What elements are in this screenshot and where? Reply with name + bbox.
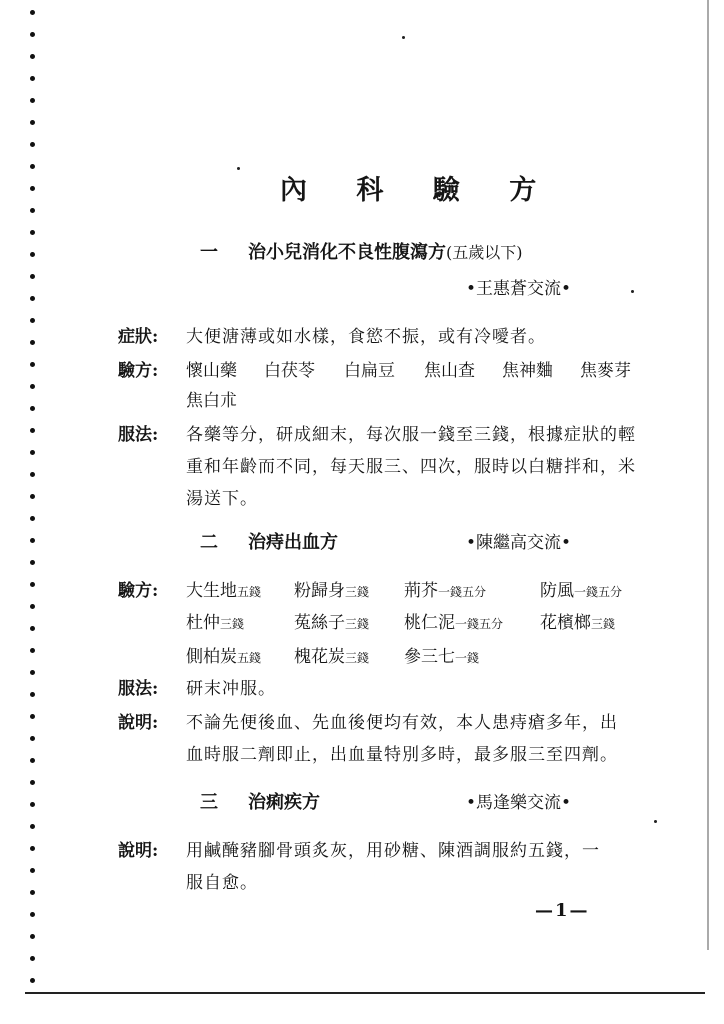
binding-dot	[30, 494, 35, 499]
binding-dot	[30, 956, 35, 961]
binding-dot	[30, 802, 35, 807]
explain-line: 血時服二劑即止，出血量特別多時，最多服三至四劑。	[186, 745, 618, 765]
herb-item: 參三七一錢	[404, 647, 480, 667]
binding-dot	[30, 692, 35, 697]
binding-dot	[30, 76, 35, 81]
binding-dot	[30, 472, 35, 477]
binding-dot	[30, 934, 35, 939]
binding-dot	[30, 296, 35, 301]
usage-line: 重和年齡而不同，每天服三、四次，服時以白糖拌和，米	[186, 457, 636, 477]
contributor: •馬逢樂交流•	[466, 793, 572, 813]
binding-dot	[30, 54, 35, 59]
binding-dot	[30, 670, 35, 675]
binding-dot	[30, 626, 35, 631]
binding-dot	[30, 824, 35, 829]
binding-dot	[30, 186, 35, 191]
binding-dot	[30, 780, 35, 785]
page-title: 內 科 驗 方	[280, 175, 557, 206]
binding-dot	[30, 560, 35, 565]
binding-dot	[30, 868, 35, 873]
binding-holes	[28, 0, 40, 1000]
binding-dot	[30, 604, 35, 609]
binding-dot	[30, 648, 35, 653]
binding-dot	[30, 450, 35, 455]
section-number: 三	[200, 792, 218, 813]
ink-speck	[654, 820, 657, 823]
herb-item: 桃仁泥一錢五分	[404, 613, 504, 633]
herb-item: 杜仲三錢	[186, 613, 245, 633]
section-heading-2	[200, 528, 338, 554]
binding-dot	[30, 538, 35, 543]
binding-dot	[30, 142, 35, 147]
usage-line: 各藥等分，研成細末，每次服一錢至三錢，根據症狀的輕	[186, 425, 636, 445]
ink-speck	[402, 36, 405, 39]
herb-item: 粉歸身三錢	[294, 581, 370, 601]
herb-item: 焦神麯	[502, 361, 553, 381]
herb-item: 大生地五錢	[186, 581, 262, 601]
usage-label: 服法:	[118, 679, 159, 699]
herb-item: 焦白朮	[186, 391, 237, 411]
formula-label: 驗方:	[118, 361, 159, 381]
explain-label: 說明:	[118, 841, 159, 861]
bottom-rule	[25, 992, 705, 994]
binding-dot	[30, 98, 35, 103]
binding-dot	[30, 406, 35, 411]
page-number: —1—	[535, 900, 590, 921]
binding-dot	[30, 714, 35, 719]
herb-item: 懷山藥	[186, 361, 237, 381]
page-edge-line	[707, 0, 709, 950]
herb-item: 側柏炭五錢	[186, 647, 262, 667]
section-note: (五歲以下)	[446, 243, 523, 262]
herb-item: 花檳榔三錢	[540, 613, 616, 633]
section-heading-3	[200, 788, 320, 814]
binding-dot	[30, 252, 35, 257]
ink-speck	[631, 290, 634, 293]
herb-item: 菟絲子三錢	[294, 613, 370, 633]
explain-label: 說明:	[118, 713, 159, 733]
formula-label: 驗方:	[118, 581, 159, 601]
explain-line: 不論先便後血、先血後便均有效，本人患痔瘡多年，出	[186, 713, 618, 733]
herb-item: 焦麥芽	[580, 361, 631, 381]
explain-line: 用鹹醃豬腳骨頭炙灰，用砂糖、陳酒調服約五錢，一	[186, 841, 600, 861]
section-number: 二	[200, 532, 218, 553]
binding-dot	[30, 120, 35, 125]
binding-dot	[30, 516, 35, 521]
section-heading-1	[200, 238, 523, 264]
section-title: 治痔出血方	[248, 532, 338, 553]
herb-item: 荊芥一錢五分	[404, 581, 487, 601]
binding-dot	[30, 362, 35, 367]
ink-speck	[237, 167, 240, 170]
binding-dot	[30, 10, 35, 15]
usage-label: 服法:	[118, 425, 159, 445]
section-number: 一	[200, 242, 218, 263]
binding-dot	[30, 274, 35, 279]
binding-dot	[30, 582, 35, 587]
usage-text: 研末冲服。	[186, 679, 276, 699]
herb-item: 白茯苓	[264, 361, 315, 381]
binding-dot	[30, 164, 35, 169]
herb-item: 槐花炭三錢	[294, 647, 370, 667]
binding-dot	[30, 912, 35, 917]
binding-dot	[30, 428, 35, 433]
section-title: 治痢疾方	[248, 792, 320, 813]
binding-dot	[30, 890, 35, 895]
binding-dot	[30, 318, 35, 323]
explain-line: 服自愈。	[186, 873, 258, 893]
binding-dot	[30, 208, 35, 213]
herb-item: 防風一錢五分	[540, 581, 623, 601]
binding-dot	[30, 340, 35, 345]
binding-dot	[30, 736, 35, 741]
binding-dot	[30, 978, 35, 983]
binding-dot	[30, 758, 35, 763]
binding-dot	[30, 846, 35, 851]
contributor: •陳繼高交流•	[466, 533, 572, 553]
usage-line: 湯送下。	[186, 489, 258, 509]
symptom-text: 大便溏薄或如水樣，食慾不振，或有冷噯者。	[186, 327, 546, 347]
binding-dot	[30, 230, 35, 235]
section-title: 治小兒消化不良性腹瀉方	[248, 242, 446, 263]
herb-item: 白扁豆	[344, 361, 395, 381]
binding-dot	[30, 384, 35, 389]
contributor: •王惠蒼交流•	[466, 279, 572, 299]
herb-item: 焦山查	[424, 361, 475, 381]
binding-dot	[30, 32, 35, 37]
symptom-label: 症狀:	[118, 327, 159, 347]
